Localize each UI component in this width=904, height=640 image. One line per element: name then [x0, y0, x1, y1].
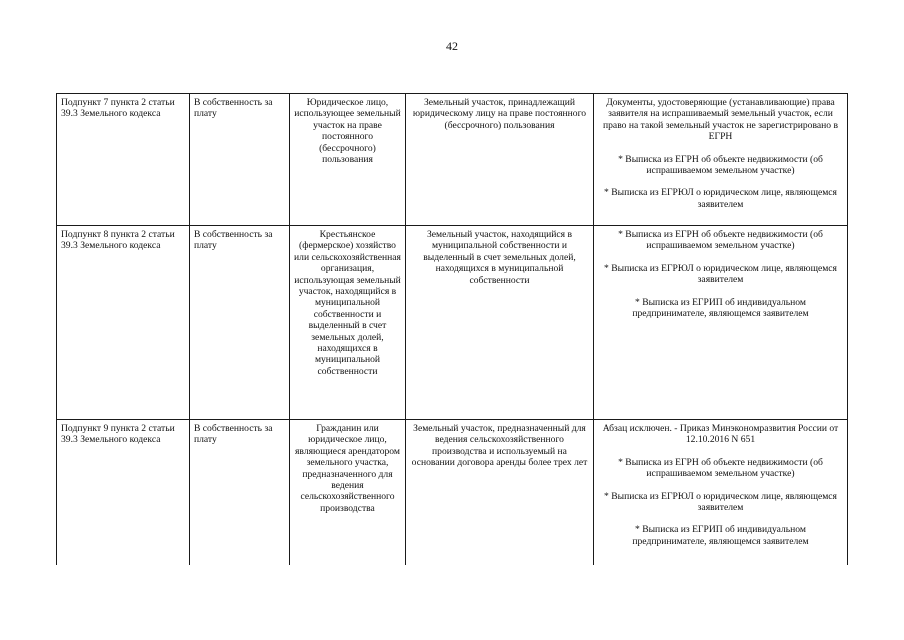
- applicant-cell: Гражданин или юридическое лицо, являющиеся арендатором земельного участка, предназначенного для ведения сельскохозяйственного производства: [290, 420, 406, 566]
- table-row: [57, 226, 848, 420]
- right-type-cell: В собственность за плату: [190, 226, 290, 420]
- document-item: Документы, удостоверяющие (устанавливающие) права заявителя на испрашиваемый земельный участок, если право на такой земельный участок не зарегистрировано в ЕГРН: [603, 97, 838, 143]
- land-plot-cell: Земельный участок, принадлежащий юридическому лицу на праве постоянного (бессрочного) пользования: [406, 94, 594, 226]
- document-item: * Выписка из ЕГРЮЛ о юридическом лице, являющемся заявителем: [604, 262, 837, 286]
- land-plot-cell: Земельный участок, предназначенный для ведения сельскохозяйственного производства и используемый на основании договора аренды более трех лет: [406, 420, 594, 566]
- legal-basis-cell: Подпункт 9 пункта 2 статьи 39.3 Земельного кодекса: [57, 420, 190, 566]
- document-item: * Выписка из ЕГРН об объекте недвижимости (об испрашиваемом земельном участке): [618, 229, 823, 252]
- applicant-cell: Юридическое лицо, использующее земельный участок на праве постоянного (бессрочного) пользования: [290, 94, 406, 226]
- table-row: [57, 94, 848, 226]
- documents-cell: [594, 420, 848, 566]
- right-type-cell: В собственность за плату: [190, 420, 290, 566]
- document-item: Абзац исключен. - Приказ Минэкономразвития России от 12.10.2016 N 651: [602, 423, 839, 446]
- documents-cell: [594, 226, 848, 420]
- land-plot-cell: Земельный участок, находящийся в муниципальной собственности и выделенный в счет земельных долей, находящихся в муниципальной собственности: [406, 226, 594, 420]
- document-item: * Выписка из ЕГРЮЛ о юридическом лице, являющемся заявителем: [604, 187, 837, 210]
- legal-basis-cell: Подпункт 8 пункта 2 статьи 39.3 Земельного кодекса: [57, 226, 190, 420]
- document-item: * Выписка из ЕГРН об объекте недвижимости (об испрашиваемом земельном участке): [618, 153, 823, 177]
- legal-basis-cell: Подпункт 7 пункта 2 статьи 39.3 Земельного кодекса: [57, 94, 190, 226]
- document-item: * Выписка из ЕГРЮЛ о юридическом лице, являющемся заявителем: [604, 490, 837, 514]
- document-item: * Выписка из ЕГРИП об индивидуальном предпринимателе, являющемся заявителем: [632, 296, 809, 320]
- document-item: * Выписка из ЕГРИП об индивидуальном предпринимателе, являющемся заявителем: [632, 524, 809, 547]
- documents-cell: [594, 94, 848, 226]
- table-row: [57, 420, 848, 566]
- right-type-cell: В собственность за плату: [190, 94, 290, 226]
- document-item: * Выписка из ЕГРН об объекте недвижимости (об испрашиваемом земельном участке): [618, 456, 823, 480]
- page-number: 42: [446, 39, 458, 53]
- land-documents-table: [56, 93, 848, 565]
- applicant-cell: Крестьянское (фермерское) хозяйство или сельскохозяйственная организация, использующая земельный участок, находящийся в муниципальной собственности и выделенный в счет земельных долей, находящихся в муниципальной собственности: [290, 226, 406, 420]
